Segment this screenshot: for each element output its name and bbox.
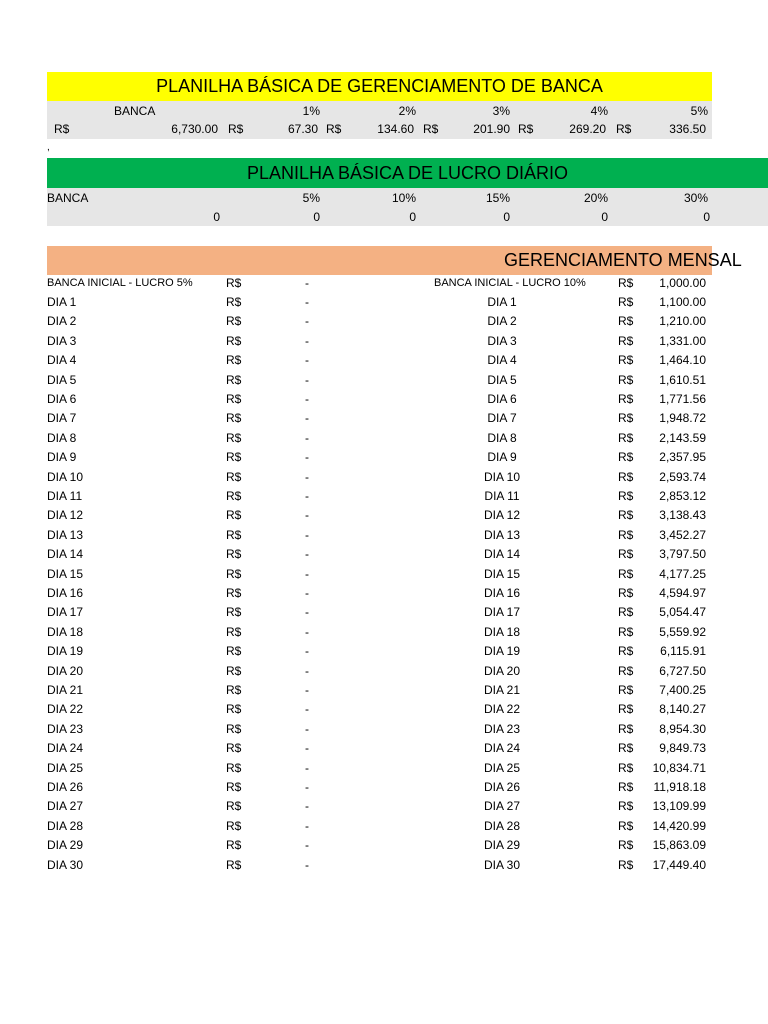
right-day-label: DIA 5 xyxy=(487,372,517,387)
left-currency: R$ xyxy=(226,780,242,794)
left-currency: R$ xyxy=(226,857,242,872)
table-row xyxy=(0,390,768,409)
right-day-label: DIA 26 xyxy=(483,780,521,794)
right-currency: R$ xyxy=(618,430,634,445)
right-value: 1,771.56 xyxy=(659,392,706,406)
right-day-label: DIA 1 xyxy=(487,295,517,309)
left-day-label: DIA 29 xyxy=(47,838,84,853)
left-dash: - xyxy=(305,527,309,542)
right-day-label: DIA 7 xyxy=(487,411,517,426)
left-currency: R$ xyxy=(226,624,242,639)
section2-percent-4: 20% xyxy=(583,191,608,205)
left-currency: R$ xyxy=(226,547,242,562)
left-day-label: DIA 28 xyxy=(47,818,84,833)
left-currency: R$ xyxy=(226,566,242,581)
section1-percent-5: 5% xyxy=(690,104,708,118)
left-currency: R$ xyxy=(226,644,242,659)
right-value: 14,420.99 xyxy=(652,818,706,833)
right-day-label: DIA 12 xyxy=(483,508,521,523)
left-day-label: DIA 10 xyxy=(47,469,84,484)
right-day-label: DIA 16 xyxy=(483,586,521,600)
right-value: 13,109.99 xyxy=(652,799,706,814)
left-day-label: DIA 2 xyxy=(47,314,77,329)
left-currency: R$ xyxy=(226,838,242,853)
left-currency: R$ xyxy=(226,489,242,503)
right-day-label: DIA 20 xyxy=(483,663,521,678)
section1-percent-1: 1% xyxy=(302,104,320,118)
right-day-label: DIA 28 xyxy=(483,818,521,833)
right-value: 4,594.97 xyxy=(659,586,706,600)
left-currency: R$ xyxy=(226,799,242,814)
right-value: 17,449.40 xyxy=(652,857,706,872)
table-row xyxy=(0,448,768,467)
left-dash: - xyxy=(305,760,309,775)
left-day-label: DIA 21 xyxy=(47,683,84,697)
table-row xyxy=(0,662,768,681)
table-row xyxy=(0,856,768,875)
left-day-label: DIA 27 xyxy=(47,799,84,814)
right-currency: R$ xyxy=(618,838,634,853)
right-day-label: DIA 15 xyxy=(483,566,521,581)
table-row xyxy=(0,836,768,855)
right-currency: R$ xyxy=(618,857,634,872)
table-row xyxy=(0,603,768,622)
right-currency: R$ xyxy=(618,566,634,581)
left-currency: R$ xyxy=(226,702,242,717)
right-currency: R$ xyxy=(618,799,634,814)
right-header: BANCA INICIAL - LUCRO 10% xyxy=(434,277,586,289)
left-dash: - xyxy=(305,508,309,523)
section2-value-3: 0 xyxy=(503,210,510,224)
table-row xyxy=(0,642,768,661)
table-row xyxy=(0,526,768,545)
left-dash: - xyxy=(305,314,309,329)
right-day-label: DIA 6 xyxy=(487,392,517,406)
section2-value-4: 0 xyxy=(601,210,608,224)
section2-value-2: 0 xyxy=(409,210,416,224)
right-currency: R$ xyxy=(618,624,634,639)
left-currency: R$ xyxy=(226,683,242,697)
table-row xyxy=(0,778,768,797)
left-dash: - xyxy=(305,333,309,348)
left-dash: - xyxy=(305,721,309,736)
currency: R$ xyxy=(226,276,242,290)
left-day-label: DIA 6 xyxy=(47,392,77,406)
left-currency: R$ xyxy=(226,508,242,523)
right-value: 1,210.00 xyxy=(659,314,706,329)
right-value: 15,863.09 xyxy=(652,838,706,853)
left-currency: R$ xyxy=(226,818,242,833)
left-dash: - xyxy=(305,586,309,600)
right-value: 1,948.72 xyxy=(659,411,706,426)
left-day-label: DIA 18 xyxy=(47,624,84,639)
right-value: 11,918.18 xyxy=(653,780,706,794)
right-currency: R$ xyxy=(618,721,634,736)
left-dash: - xyxy=(305,838,309,853)
right-value: 9,849.73 xyxy=(659,741,706,756)
section2-percent-5: 30% xyxy=(683,191,708,205)
right-day-label: DIA 30 xyxy=(483,857,521,872)
left-day-label: DIA 24 xyxy=(47,741,84,756)
right-day-label: DIA 3 xyxy=(487,333,517,348)
right-day-label: DIA 8 xyxy=(487,430,517,445)
right-currency: R$ xyxy=(618,702,634,717)
left-dash: - xyxy=(305,430,309,445)
right-value: 3,138.43 xyxy=(659,508,706,523)
table-row xyxy=(0,545,768,564)
table-row xyxy=(0,565,768,584)
left-dash: - xyxy=(305,353,309,368)
table-row xyxy=(0,429,768,448)
right-currency: R$ xyxy=(618,760,634,775)
left-day-label: DIA 1 xyxy=(47,295,77,309)
right-day-label: DIA 21 xyxy=(483,683,521,697)
left-dash: - xyxy=(305,644,309,659)
right-currency: R$ xyxy=(618,644,634,659)
table-row xyxy=(0,681,768,700)
section1-value-2: 134.60 xyxy=(377,122,414,136)
left-day-label: DIA 3 xyxy=(47,333,77,348)
right-day-label: DIA 13 xyxy=(483,527,521,542)
right-day-label: DIA 17 xyxy=(483,605,521,620)
table-row xyxy=(0,487,768,506)
right-currency: R$ xyxy=(618,547,634,562)
left-day-label: DIA 4 xyxy=(47,353,77,368)
right-value: 7,400.25 xyxy=(659,683,706,697)
left-currency: R$ xyxy=(226,411,242,426)
left-day-label: DIA 5 xyxy=(47,372,77,387)
right-currency: R$ xyxy=(618,508,634,523)
left-dash: - xyxy=(305,411,309,426)
section2-title-bar xyxy=(47,158,768,188)
left-day-label: DIA 25 xyxy=(47,760,84,775)
left-day-label: DIA 8 xyxy=(47,430,77,445)
left-day-label: DIA 7 xyxy=(47,411,77,426)
section1-value-1: 67.30 xyxy=(287,122,318,136)
left-header: BANCA INICIAL - LUCRO 5% xyxy=(47,277,193,289)
table-row xyxy=(0,293,768,312)
table-row xyxy=(0,759,768,778)
left-dash: - xyxy=(305,741,309,756)
right-day-label: DIA 9 xyxy=(487,450,517,465)
left-day-label: DIA 12 xyxy=(47,508,84,523)
left-currency: R$ xyxy=(226,663,242,678)
right-value: 1,100.00 xyxy=(659,295,706,309)
section1-currency: R$ xyxy=(423,122,439,136)
right-currency: R$ xyxy=(618,683,634,697)
section1-banca-value: 6,730.00 xyxy=(171,122,218,136)
right-day-label: DIA 14 xyxy=(483,547,521,562)
left-dash: - xyxy=(305,624,309,639)
left-dash: - xyxy=(305,780,309,794)
left-dash: - xyxy=(305,295,309,309)
left-dash: - xyxy=(305,450,309,465)
section2-value-5: 0 xyxy=(703,210,710,224)
section2-title: PLANILHA BÁSICA DE LUCRO DIÁRIO xyxy=(246,162,569,183)
left-day-label: DIA 9 xyxy=(47,450,77,465)
right-value: 1,331.00 xyxy=(659,333,706,348)
right-currency: R$ xyxy=(618,780,634,794)
left-day-label: DIA 13 xyxy=(47,527,84,542)
left-currency: R$ xyxy=(226,741,242,756)
left-currency: R$ xyxy=(226,314,242,329)
right-currency: R$ xyxy=(618,353,634,368)
right-value: 3,452.27 xyxy=(659,527,706,542)
table-row xyxy=(0,623,768,642)
left-day-label: DIA 11 xyxy=(47,489,83,503)
table-row xyxy=(0,409,768,428)
left-day-label: DIA 30 xyxy=(47,857,84,872)
left-dash: - xyxy=(305,547,309,562)
left-currency: R$ xyxy=(226,586,242,600)
right-day-label: DIA 18 xyxy=(483,624,521,639)
right-currency: R$ xyxy=(618,411,634,426)
initial-right-value: 1,000.00 xyxy=(659,276,706,290)
section2-percent-2: 10% xyxy=(391,191,416,205)
section1-title: PLANILHA BÁSICA DE GERENCIAMENTO DE BANCA xyxy=(156,76,603,96)
left-dash: - xyxy=(305,489,309,503)
left-currency: R$ xyxy=(226,760,242,775)
left-dash: - xyxy=(305,857,309,872)
right-value: 8,954.30 xyxy=(659,721,706,736)
right-currency: R$ xyxy=(618,605,634,620)
left-day-label: DIA 16 xyxy=(47,586,84,600)
right-value: 2,357.95 xyxy=(659,450,706,465)
left-day-label: DIA 26 xyxy=(47,780,84,794)
left-dash: - xyxy=(305,276,309,290)
left-day-label: DIA 20 xyxy=(47,663,84,678)
section1-currency: R$ xyxy=(228,122,244,136)
table-row xyxy=(0,506,768,525)
left-currency: R$ xyxy=(226,372,242,387)
right-day-label: DIA 2 xyxy=(487,314,517,329)
section1-banca-header: BANCA xyxy=(114,104,156,118)
section2-value-1: 0 xyxy=(313,210,320,224)
right-currency: R$ xyxy=(618,741,634,756)
section1-title-bar xyxy=(47,72,712,101)
left-day-label: DIA 15 xyxy=(47,566,84,581)
section1-currency: R$ xyxy=(54,122,70,136)
left-dash: - xyxy=(305,392,309,406)
right-day-label: DIA 22 xyxy=(483,702,521,717)
right-currency: R$ xyxy=(618,527,634,542)
left-currency: R$ xyxy=(226,527,242,542)
right-day-label: DIA 24 xyxy=(483,741,521,756)
left-dash: - xyxy=(305,818,309,833)
right-value: 1,464.10 xyxy=(659,353,706,368)
right-currency: R$ xyxy=(618,392,634,406)
section1-currency: R$ xyxy=(518,122,534,136)
left-currency: R$ xyxy=(226,392,242,406)
right-value: 5,559.92 xyxy=(659,624,706,639)
right-day-label: DIA 29 xyxy=(483,838,521,853)
section1-value-4: 269.20 xyxy=(569,122,606,136)
left-currency: R$ xyxy=(226,721,242,736)
right-currency: R$ xyxy=(618,818,634,833)
left-dash: - xyxy=(305,702,309,717)
right-day-label: DIA 19 xyxy=(483,644,521,659)
table-row xyxy=(0,332,768,351)
left-dash: - xyxy=(305,605,309,620)
right-value: 10,834.71 xyxy=(652,760,706,775)
right-currency: R$ xyxy=(618,314,634,329)
left-currency: R$ xyxy=(226,295,242,309)
section3-header-row xyxy=(0,274,768,293)
left-day-label: DIA 19 xyxy=(47,644,84,659)
section2-percent-3: 15% xyxy=(485,191,510,205)
left-currency: R$ xyxy=(226,469,242,484)
right-value: 2,143.59 xyxy=(659,430,706,445)
table-row xyxy=(0,720,768,739)
section3-title-bar xyxy=(47,246,742,275)
table-row xyxy=(0,797,768,816)
currency: R$ xyxy=(618,276,634,290)
right-currency: R$ xyxy=(618,295,634,309)
right-day-label: DIA 27 xyxy=(483,799,521,814)
left-dash: - xyxy=(305,469,309,484)
table-row xyxy=(0,468,768,487)
left-dash: - xyxy=(305,372,309,387)
left-currency: R$ xyxy=(226,353,242,368)
left-day-label: DIA 22 xyxy=(47,702,84,717)
left-currency: R$ xyxy=(226,333,242,348)
section1-percent-3: 3% xyxy=(492,104,510,118)
section1-percent-2: 2% xyxy=(398,104,416,118)
right-currency: R$ xyxy=(618,450,634,465)
right-day-label: DIA 23 xyxy=(483,721,521,736)
right-day-label: DIA 11 xyxy=(484,489,520,503)
table-row xyxy=(0,584,768,603)
section2-percent-1: 5% xyxy=(302,191,320,205)
section1-value-3: 201.90 xyxy=(473,122,510,136)
right-currency: R$ xyxy=(618,586,634,600)
table-row xyxy=(0,351,768,370)
right-currency: R$ xyxy=(618,663,634,678)
section3-title: GERENCIAMENTO MENSAL xyxy=(504,250,742,270)
right-value: 6,727.50 xyxy=(659,663,706,678)
right-value: 4,177.25 xyxy=(659,566,706,581)
left-currency: R$ xyxy=(226,430,242,445)
section2-banca-header: BANCA xyxy=(47,191,89,205)
section1-percent-4: 4% xyxy=(590,104,608,118)
left-dash: - xyxy=(305,799,309,814)
left-dash: - xyxy=(305,663,309,678)
right-value: 2,593.74 xyxy=(659,469,706,484)
table-row xyxy=(0,739,768,758)
right-value: 3,797.50 xyxy=(659,547,706,562)
left-day-label: DIA 17 xyxy=(47,605,84,620)
table-row xyxy=(0,700,768,719)
right-day-label: DIA 4 xyxy=(487,353,517,368)
right-value: 6,115.91 xyxy=(660,644,706,659)
right-value: 1,610.51 xyxy=(659,372,706,387)
left-day-label: DIA 23 xyxy=(47,721,84,736)
right-value: 5,054.47 xyxy=(659,605,706,620)
right-value: 8,140.27 xyxy=(659,702,706,717)
section1-value-5: 336.50 xyxy=(669,122,706,136)
right-value: 2,853.12 xyxy=(659,489,706,503)
table-row xyxy=(0,817,768,836)
table-row xyxy=(0,371,768,390)
left-dash: - xyxy=(305,683,309,697)
left-currency: R$ xyxy=(226,450,242,465)
right-currency: R$ xyxy=(618,333,634,348)
section2-value-banca: 0 xyxy=(213,210,220,224)
section1-currency: R$ xyxy=(616,122,632,136)
right-currency: R$ xyxy=(618,489,634,503)
right-currency: R$ xyxy=(618,372,634,387)
left-currency: R$ xyxy=(226,605,242,620)
right-day-label: DIA 25 xyxy=(483,760,521,775)
right-day-label: DIA 10 xyxy=(483,469,521,484)
left-day-label: DIA 14 xyxy=(47,547,84,562)
table-row xyxy=(0,312,768,331)
section1-currency: R$ xyxy=(326,122,342,136)
stray-mark: , xyxy=(47,142,50,153)
right-currency: R$ xyxy=(618,469,634,484)
left-dash: - xyxy=(305,566,309,581)
